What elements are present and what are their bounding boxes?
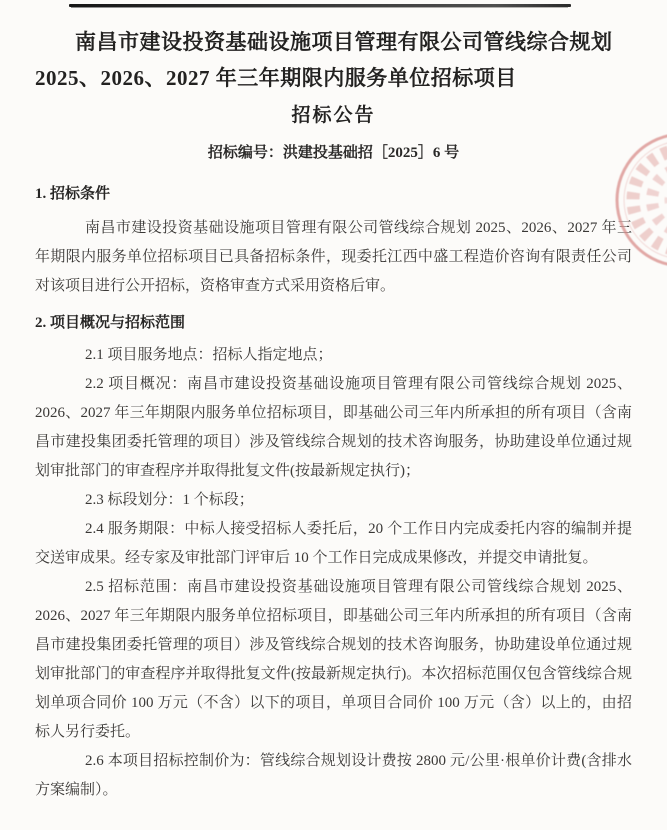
page-title [35, 24, 632, 96]
paragraph-2-4: 2.4 服务期限：中标人接受招标人委托后，20 个工作日内完成委托内容的编制并提交送审成果。经专家及审批部门评审后 10 个工作日完成成果修改，并提交申请批复。 [35, 521, 632, 566]
paragraph-2-3: 2.3 标段划分：1 个标段； [85, 492, 254, 508]
paragraph-2-5: 2.5 招标范围：南昌市建设投资基础设施项目管理有限公司管线综合规划 2025、2026、2027 年三年期限内服务单位招标项目，即基础公司三年内所承担的所有项目（含南昌市建投集团委托管理的项目）涉及管线综合规划的技术咨询服务，协助建设单位通过规划审批部门的审查程序并取得批复文件(按最新规定执行)。本次招标范围仅包含管线综合规划单项合同价 100 万元（不含）以下的项目，单项目合同价 100 万元（含）以上的，由招标人另行委托。 [35, 579, 632, 740]
page-title-line-2: 2025、2026、2027 年三年期限内服务单位招标项目 [35, 66, 517, 90]
document-type-heading: 招标公告 [291, 105, 376, 126]
official-red-seal-icon [610, 127, 667, 273]
scanner-edge-artifact [69, 4, 571, 7]
paragraph-2-2: 2.2 项目概况：南昌市建设投资基础设施项目管理有限公司管线综合规划 2025、2026、2027 年三年期限内服务单位招标项目，即基础公司三年内所承担的所有项目（含南昌市建投集团委托管理的项目）涉及管线综合规划的技术咨询服务，协助建设单位通过规划审批部门的审查程序并取得批复文件(按最新规定执行)； [35, 376, 632, 479]
paragraph-2-6: 2.6 本项目招标控制价为：管线综合规划设计费按 2800 元/公里·根单价计费(含排水方案编制）。 [35, 753, 632, 798]
section-1-heading: 1. 招标条件 [35, 186, 111, 202]
paragraph-2-1: 2.1 项目服务地点：招标人指定地点； [85, 347, 333, 363]
paragraph-tender-conditions: 南昌市建设投资基础设施项目管理有限公司管线综合规划 2025、2026、2027 年三年期限内服务单位招标项目已具备招标条件，现委托江西中盛工程造价咨询有限责任公司对该项目进行公开招标，资格审查方式采用资格后审。 [35, 220, 632, 294]
document-content [35, 24, 632, 805]
page-title-line-1: 南昌市建设投资基础设施项目管理有限公司管线综合规划 [75, 30, 613, 54]
section-2-heading: 2. 项目概况与招标范围 [35, 315, 186, 331]
tender-number: 招标编号：洪建投基础招［2025］6 号 [207, 145, 460, 161]
